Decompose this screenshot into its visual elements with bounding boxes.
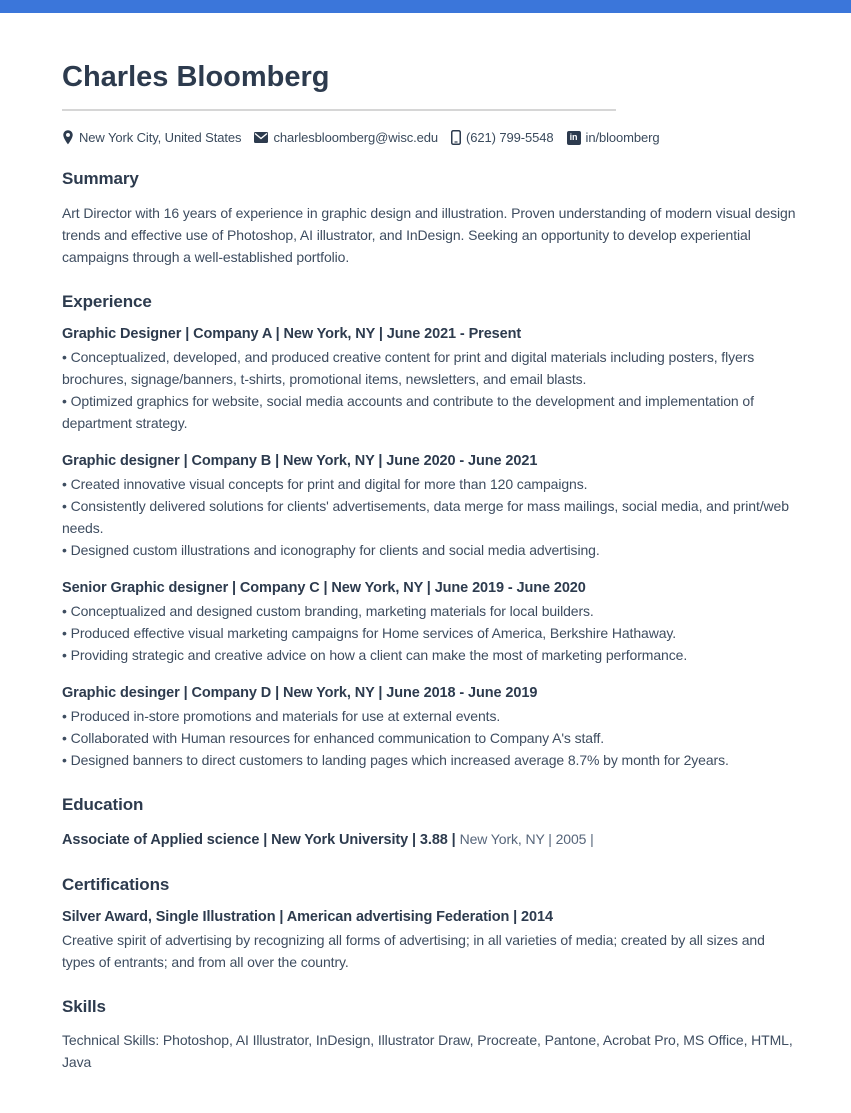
contact-phone	[451, 130, 554, 145]
education-heading: Education	[62, 795, 144, 815]
certification-description: Creative spirit of advertising by recognizing all forms of advertising; in all varieties of media; created by all sizes and types of entrants; and from all over the country.	[62, 931, 765, 970]
job-entry	[62, 578, 796, 666]
job-bullet: • Designed banners to direct customers to landing pages which increased average 8.7% by month for 2years.	[62, 752, 729, 769]
job-bullet: • Designed custom illustrations and iconography for clients and social media advertising.	[62, 542, 600, 559]
contact-location	[62, 130, 241, 145]
contact-location-text: New York City, United States	[79, 130, 242, 146]
envelope-icon	[254, 132, 268, 143]
section-summary	[62, 169, 796, 267]
job-bullet: • Created innovative visual concepts for print and digital for more than 120 campaigns.	[62, 476, 588, 493]
contact-linkedin-text: in/bloomberg	[585, 130, 660, 146]
section-education	[62, 795, 796, 850]
job-entry	[62, 324, 796, 434]
job-title: Graphic desinger | Company D | New York, NY | June 2018 - June 2019	[62, 685, 538, 702]
contact-phone-text: (621) 799-5548	[466, 130, 554, 146]
job-bullet: • Collaborated with Human resources for enhanced communication to Company A's staff.	[62, 730, 605, 747]
job-bullet: • Produced effective visual marketing campaigns for Home services of America, Berkshire Hathaway.	[62, 625, 677, 642]
skills-heading: Skills	[62, 996, 106, 1016]
education-entry	[62, 828, 796, 851]
header-divider	[62, 109, 616, 111]
job-title: Graphic Designer | Company A | New York, NY | June 2021 - Present	[62, 326, 522, 343]
section-skills	[62, 997, 796, 1073]
section-experience	[62, 292, 796, 771]
contact-row	[62, 130, 796, 145]
job-bullet: • Conceptualized, developed, and produced creative content for print and digital materials including posters, flyers brochures, signage/banners, t-shirts, promotional items, newsletters, and email blasts.	[62, 349, 755, 388]
job-bullet: • Providing strategic and creative advice on how a client can make the most of marketing performance.	[62, 647, 688, 664]
summary-text: Art Director with 16 years of experience in graphic design and illustration. Proven understanding of modern visual design trends and effective use of Photoshop, AI illustrator, and InDesign. Seeking an opportunity to develop experiential campaigns through a well-established portfolio.	[62, 204, 796, 265]
summary-heading: Summary	[62, 169, 139, 189]
top-accent-bar	[0, 0, 851, 13]
certification-title: Silver Award, Single Illustration | American advertising Federation | 2014	[62, 908, 553, 925]
job-bullet: • Produced in-store promotions and materials for use at external events.	[62, 708, 501, 725]
experience-heading: Experience	[62, 291, 152, 311]
location-pin-icon	[62, 130, 74, 145]
job-bullet: • Conceptualized and designed custom branding, marketing materials for local builders.	[62, 603, 594, 620]
contact-email	[254, 130, 438, 145]
page-title: Charles Bloomberg	[62, 61, 330, 93]
job-title: Graphic designer | Company B | New York, NY | June 2020 - June 2021	[62, 453, 538, 470]
skills-text: Technical Skills: Photoshop, AI Illustrator, InDesign, Illustrator Draw, Procreate, Pantone, Acrobat Pro, MS Office, HTML, Java	[62, 1032, 793, 1071]
certifications-heading: Certifications	[62, 874, 170, 894]
contact-linkedin	[567, 130, 660, 145]
education-location-year: New York, NY | 2005 |	[459, 830, 594, 847]
mobile-phone-icon	[451, 130, 461, 145]
job-title: Senior Graphic designer | Company C | New York, NY | June 2019 - June 2020	[62, 580, 586, 597]
contact-email-text: charlesbloomberg@wisc.edu	[273, 130, 439, 146]
resume-page	[0, 61, 851, 1113]
education-degree: Associate of Applied science | New York University | 3.88 |	[62, 831, 460, 848]
linkedin-icon: in	[567, 131, 581, 145]
job-entry	[62, 683, 796, 771]
section-certifications	[62, 875, 796, 973]
job-bullet: • Consistently delivered solutions for clients' advertisements, data merge for mass mailings, social media, and print/web needs.	[62, 498, 789, 537]
job-bullet: • Optimized graphics for website, social media accounts and contribute to the development and implementation of department strategy.	[62, 393, 754, 432]
job-entry	[62, 451, 796, 561]
